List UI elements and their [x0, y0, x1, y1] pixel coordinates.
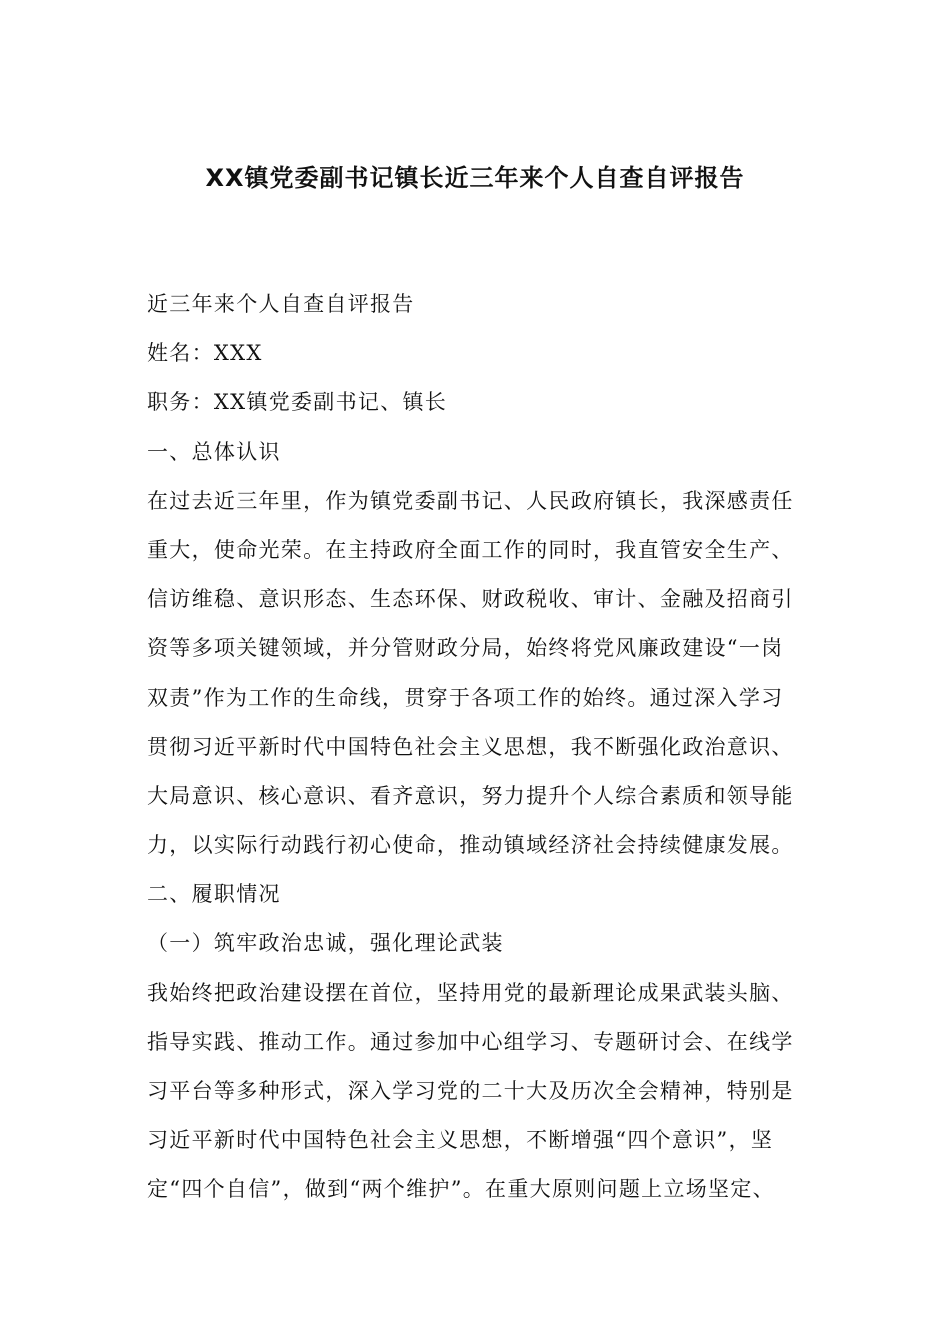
paragraph-line: 重大，使命光荣。在主持政府全面工作的同时，我直管安全生产、	[147, 537, 794, 562]
document-title: XX镇党委副书记镇长近三年来个人自查自评报告	[205, 164, 745, 192]
paragraph-line: 贯彻习近平新时代中国特色社会主义思想，我不断强化政治意识、	[147, 734, 794, 759]
document-body	[147, 280, 809, 1215]
paragraph-line: 双责”作为工作的生命线，贯穿于各项工作的始终。通过深入学习	[147, 685, 784, 710]
paragraph-line: 大局意识、核心意识、看齐意识，努力提升个人综合素质和领导能	[147, 783, 794, 808]
subtitle-line: 近三年来个人自查自评报告	[147, 292, 415, 316]
name-line: 姓名：XXX	[147, 341, 263, 366]
paragraph-line: 习平台等多种形式，深入学习党的二十大及历次全会精神，特别是	[147, 1079, 794, 1103]
paragraph-line: 习近平新时代中国特色社会主义思想，不断增强“四个意识”，坚	[147, 1128, 774, 1153]
subsection-heading-1: （一）筑牢政治忠诚，强化理论武装	[147, 931, 504, 956]
paragraph-line: 定“四个自信”，做到“两个维护”。在重大原则问题上立场坚定、	[147, 1177, 775, 1202]
section-heading-2: 二、履职情况	[147, 882, 281, 907]
paragraph-line: 我始终把政治建设摆在首位，坚持用党的最新理论成果武装头脑、	[147, 980, 794, 1005]
position-line: 职务：XX镇党委副书记、镇长	[147, 390, 448, 415]
paragraph-line: 力，以实际行动践行初心使命，推动镇域经济社会持续健康发展。	[147, 833, 794, 858]
paragraph-line: 在过去近三年里，作为镇党委副书记、人民政府镇长，我深感责任	[147, 488, 794, 513]
section-heading-1: 一、总体认识	[147, 439, 281, 464]
paragraph-line: 信访维稳、意识形态、生态环保、财政税收、审计、金融及招商引	[147, 587, 794, 612]
paragraph-line: 指导实践、推动工作。通过参加中心组学习、专题研讨会、在线学	[147, 1029, 794, 1054]
paragraph-line: 资等多项关键领域，并分管财政分局，始终将党风廉政建设“一岗	[147, 636, 784, 661]
